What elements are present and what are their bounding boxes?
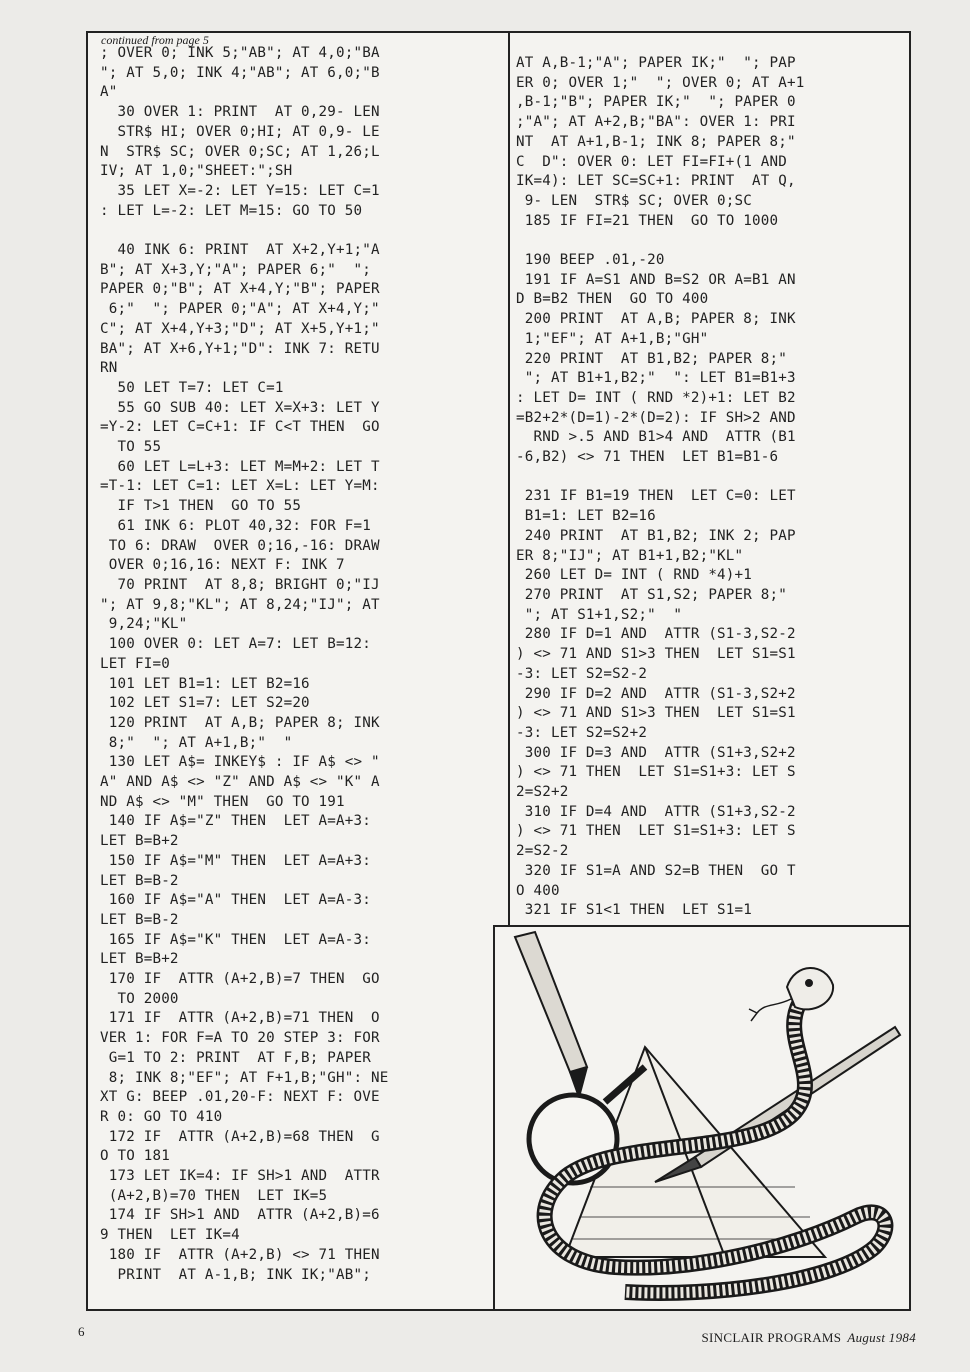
code-line: 180 IF ATTR (A+2,B) <> 71 THEN — [100, 1246, 380, 1263]
code-line: 150 IF A$="M" THEN LET A=A+3: — [100, 852, 371, 869]
code-line: C D": OVER 0: LET FI=FI+(1 AND — [516, 153, 787, 170]
code-line: NT AT A+1,B-1; INK 8; PAPER 8;" — [516, 133, 796, 150]
code-line: 100 OVER 0: LET A=7: LET B=12: — [100, 636, 371, 653]
code-line: 185 IF FI=21 THEN GO TO 1000 — [516, 212, 779, 229]
code-line: A" — [100, 84, 118, 101]
code-line: "; AT S1+1,S2;" " — [516, 606, 683, 623]
illustration-panel — [493, 925, 911, 1311]
code-line: ND A$ <> "M" THEN GO TO 191 — [100, 793, 345, 810]
code-line: TO 6: DRAW OVER 0;16,-16: DRAW — [100, 537, 380, 554]
code-line: A" AND A$ <> "Z" AND A$ <> "K" A — [100, 774, 380, 791]
code-line: 9,24;"KL" — [100, 616, 188, 633]
code-line: N STR$ SC; OVER 0;SC; AT 1,26;L — [100, 143, 380, 160]
code-line: 9- LEN STR$ SC; OVER 0;SC — [516, 192, 753, 209]
code-line: 300 IF D=3 AND ATTR (S1+3,S2+2 — [516, 744, 796, 761]
code-line: 290 IF D=2 AND ATTR (S1-3,S2+2 — [516, 685, 796, 702]
continued-note: continued from page 5 — [101, 33, 209, 47]
code-line: 9 THEN LET IK=4 — [100, 1227, 240, 1244]
code-line: 35 LET X=-2: LET Y=15: LET C=1 — [100, 182, 380, 199]
column-divider — [508, 31, 510, 926]
code-line: : LET L=-2: LET M=15: GO TO 50 — [100, 202, 363, 219]
code-line: TO 55 — [100, 439, 162, 456]
code-line: ER 8;"IJ"; AT B1+1,B2;"KL" — [516, 547, 744, 564]
code-line: XT G: BEEP .01,20-F: NEXT F: OVE — [100, 1089, 380, 1106]
page-footer — [702, 1330, 917, 1346]
code-line: =B2+2*(D=1)-2*(D=2): IF SH>2 AND — [516, 409, 796, 426]
code-line: 50 LET T=7: LET C=1 — [100, 379, 284, 396]
code-line: "; AT B1+1,B2;" ": LET B1=B1+3 — [516, 370, 796, 387]
code-line: 70 PRINT AT 8,8; BRIGHT 0;"IJ — [100, 576, 380, 593]
code-line: =Y-2: LET C=C+1: IF C<T THEN GO — [100, 419, 380, 436]
code-line: "; AT 9,8;"KL"; AT 8,24;"IJ"; AT — [100, 596, 380, 613]
code-line: 160 IF A$="A" THEN LET A=A-3: — [100, 892, 371, 909]
code-line: 200 PRINT AT A,B; PAPER 8; INK — [516, 311, 796, 328]
code-line: IV; AT 1,0;"SHEET:";SH — [100, 163, 293, 180]
code-line: LET B=B-2 — [100, 911, 179, 928]
code-line: 174 IF SH>1 AND ATTR (A+2,B)=6 — [100, 1207, 380, 1224]
snake-illustration — [495, 927, 909, 1309]
code-line: 61 INK 6: PLOT 40,32: FOR F=1 — [100, 517, 371, 534]
code-line: VER 1: FOR F=A TO 20 STEP 3: FOR — [100, 1030, 380, 1047]
issue-date: August 1984 — [847, 1330, 916, 1345]
code-line: O 400 — [516, 882, 560, 899]
code-line: 60 LET L=L+3: LET M=M+2: LET T — [100, 458, 380, 475]
code-line: -6,B2) <> 71 THEN LET B1=B1-6 — [516, 449, 779, 466]
code-line: AT A,B-1;"A"; PAPER IK;" "; PAP — [516, 55, 796, 71]
code-line — [516, 231, 906, 251]
code-line: PAPER 0;"B"; AT X+4,Y;"B"; PAPER — [100, 281, 380, 298]
code-line: ,B-1;"B"; PAPER IK;" "; PAPER 0 — [516, 94, 796, 111]
code-line: 102 LET S1=7: LET S2=20 — [100, 695, 310, 712]
code-line: 173 LET IK=4: IF SH>1 AND ATTR — [100, 1168, 380, 1185]
code-line: B"; AT X+3,Y;"A"; PAPER 6;" "; — [100, 261, 371, 278]
code-line: 220 PRINT AT B1,B2; PAPER 8;" — [516, 350, 787, 367]
code-line: ER 0; OVER 1;" "; OVER 0; AT A+1 — [516, 74, 805, 91]
code-line: 270 PRINT AT S1,S2; PAPER 8;" — [516, 586, 787, 603]
code-line: O TO 181 — [100, 1148, 170, 1165]
code-line: LET B=B+2 — [100, 951, 179, 968]
code-line: 260 LET D= INT ( RND *4)+1 — [516, 567, 753, 584]
code-line: R 0: GO TO 410 — [100, 1108, 223, 1125]
code-line: 190 BEEP .01,-20 — [516, 252, 665, 269]
magazine-name: SINCLAIR PROGRAMS — [701, 1330, 842, 1345]
code-line: OVER 0;16,16: NEXT F: INK 7 — [100, 557, 345, 574]
code-line: 130 LET A$= INKEY$ : IF A$ <> " — [100, 754, 380, 771]
code-line: 8; INK 8;"EF"; AT F+1,B;"GH": NE — [100, 1069, 389, 1086]
code-line: 140 IF A$="Z" THEN LET A=A+3: — [100, 813, 371, 830]
code-line: LET B=B-2 — [100, 872, 179, 889]
code-line: ) <> 71 AND S1>3 THEN LET S1=S1 — [516, 646, 796, 663]
code-line: 240 PRINT AT B1,B2; INK 2; PAP — [516, 527, 796, 544]
code-line: 172 IF ATTR (A+2,B)=68 THEN G — [100, 1128, 380, 1145]
code-line: ) <> 71 AND S1>3 THEN LET S1=S1 — [516, 705, 796, 722]
code-line: ; OVER 0; INK 5;"AB"; AT 4,0;"BA — [100, 45, 380, 61]
code-line — [516, 468, 906, 488]
code-line: RN — [100, 360, 118, 377]
code-line: D B=B2 THEN GO TO 400 — [516, 291, 709, 308]
code-line: (A+2,B)=70 THEN LET IK=5 — [100, 1187, 328, 1204]
code-line: C"; AT X+4,Y+3;"D"; AT X+5,Y+1;" — [100, 320, 380, 337]
code-line: -3: LET S2=S2-2 — [516, 665, 648, 682]
code-line: -3: LET S2=S2+2 — [516, 724, 648, 741]
code-line: 231 IF B1=19 THEN LET C=0: LET — [516, 488, 796, 505]
code-line: 120 PRINT AT A,B; PAPER 8; INK — [100, 714, 380, 731]
code-line: ) <> 71 THEN LET S1=S1+3: LET S — [516, 764, 796, 781]
listing-right-column — [516, 54, 906, 921]
code-line: 40 INK 6: PRINT AT X+2,Y+1;"A — [100, 242, 380, 259]
code-line: 321 IF S1<1 THEN LET S1=1 — [516, 902, 753, 919]
code-line: B1=1: LET B2=16 — [516, 508, 656, 525]
code-line: RND >.5 AND B1>4 AND ATTR (B1 — [516, 429, 796, 446]
code-line: 6;" "; PAPER 0;"A"; AT X+4,Y;" — [100, 301, 380, 318]
code-line: 101 LET B1=1: LET B2=16 — [100, 675, 310, 692]
code-line: =T-1: LET C=1: LET X=L: LET Y=M: — [100, 478, 380, 495]
code-line: LET B=B+2 — [100, 833, 179, 850]
code-line: LET FI=0 — [100, 655, 170, 672]
code-line: "; AT 5,0; INK 4;"AB"; AT 6,0;"B — [100, 64, 380, 81]
code-line: 2=S2+2 — [516, 784, 569, 801]
code-line: G=1 TO 2: PRINT AT F,B; PAPER — [100, 1049, 371, 1066]
code-line: 170 IF ATTR (A+2,B)=7 THEN GO — [100, 971, 380, 988]
code-line: ) <> 71 THEN LET S1=S1+3: LET S — [516, 823, 796, 840]
code-line: TO 2000 — [100, 990, 179, 1007]
code-line: 171 IF ATTR (A+2,B)=71 THEN O — [100, 1010, 380, 1027]
code-line: 1;"EF"; AT A+1,B;"GH" — [516, 330, 709, 347]
code-line — [100, 221, 495, 241]
code-line: IK=4): LET SC=SC+1: PRINT AT Q, — [516, 173, 796, 190]
code-line: 320 IF S1=A AND S2=B THEN GO T — [516, 862, 796, 879]
code-line: 2=S2-2 — [516, 843, 569, 860]
code-line: PRINT AT A-1,B; INK IK;"AB"; — [100, 1266, 371, 1283]
code-line: IF T>1 THEN GO TO 55 — [100, 498, 302, 515]
code-line: 191 IF A=S1 AND B=S2 OR A=B1 AN — [516, 271, 796, 288]
code-line: 165 IF A$="K" THEN LET A=A-3: — [100, 931, 371, 948]
code-line: 8;" "; AT A+1,B;" " — [100, 734, 293, 751]
code-line: STR$ HI; OVER 0;HI; AT 0,9- LE — [100, 123, 380, 140]
code-line: 310 IF D=4 AND ATTR (S1+3,S2-2 — [516, 803, 796, 820]
code-line: 30 OVER 1: PRINT AT 0,29- LEN — [100, 104, 380, 121]
page-number: 6 — [78, 1324, 85, 1339]
code-line: ;"A"; AT A+2,B;"BA": OVER 1: PRI — [516, 114, 796, 131]
code-line: : LET D= INT ( RND *2)+1: LET B2 — [516, 389, 796, 406]
code-line: 280 IF D=1 AND ATTR (S1-3,S2-2 — [516, 626, 796, 643]
listing-left-column — [100, 44, 495, 1285]
code-line: BA"; AT X+6,Y+1;"D": INK 7: RETU — [100, 340, 380, 357]
code-line: 55 GO SUB 40: LET X=X+3: LET Y — [100, 399, 380, 416]
